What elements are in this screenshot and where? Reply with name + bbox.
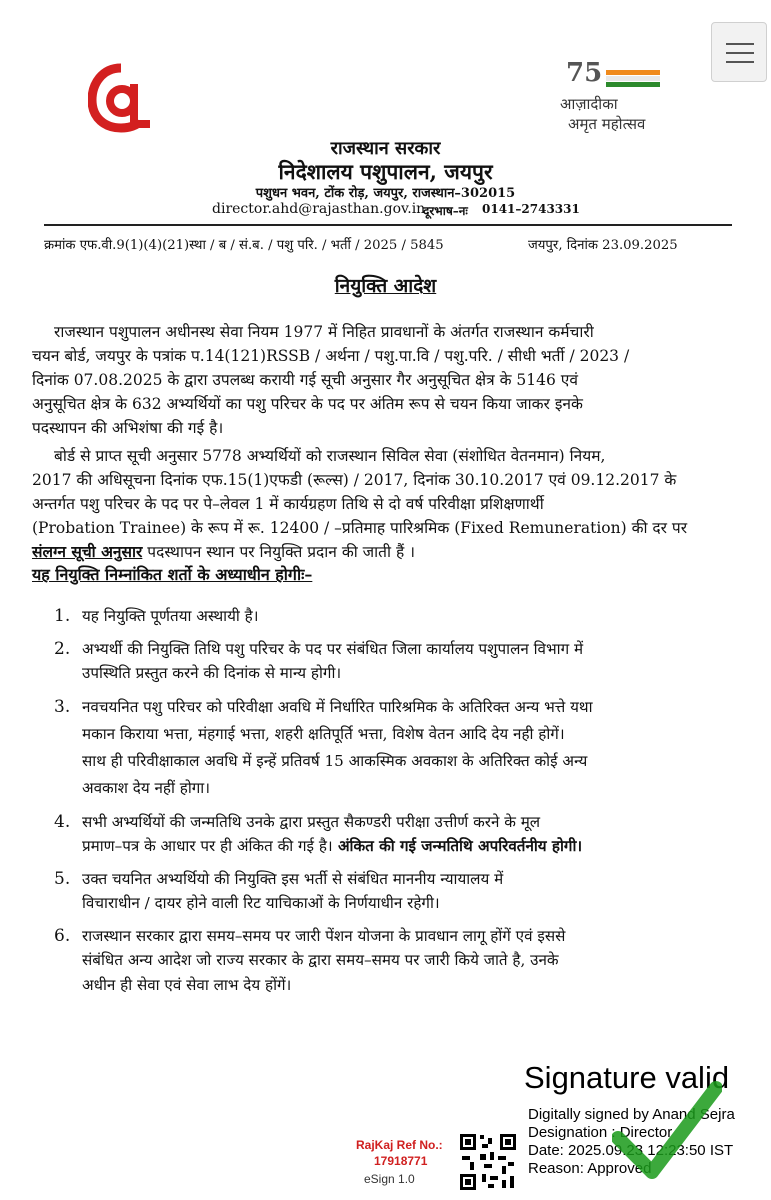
condition-line: विचाराधीन / दायर होने वाली रिट याचिकाओं के निर्णयाधीन रहेगी। bbox=[82, 894, 440, 912]
signature-status: Signature valid bbox=[524, 1060, 730, 1095]
paragraph-1-line: राजस्थान पशुपालन अधीनस्थ सेवा नियम 1977 में निहित प्रावधानों के अंतर्गत राजस्थान कर्मचारी bbox=[54, 323, 594, 341]
dept-name: निदेशालय पशुपालन, जयपुर bbox=[278, 159, 493, 184]
paragraph-1-line: दिनांक 07.08.2025 के द्वारा उपलब्ध करायी गई सूची अनुसार गैर अनुसूचित क्षेत्र के 5146 एवं bbox=[32, 371, 578, 389]
rajkaj-ref-label: RajKaj Ref No.: bbox=[356, 1138, 443, 1152]
condition-number: 4. bbox=[54, 811, 71, 832]
condition-line: संबंधित अन्य आदेश जो राज्य सरकार के द्वारा समय–समय पर जारी किये जाते है, उनके bbox=[82, 951, 559, 969]
condition-line: अवकाश देय नहीं होगा। bbox=[82, 778, 210, 797]
condition-line: नवचयनित पशु परिचर को परिवीक्षा अवधि में निर्धारित पारिश्रमिक के अतिरिक्त अन्य भत्ते यथा bbox=[82, 697, 593, 716]
flag-saffron-stripe bbox=[606, 70, 660, 75]
condition-number: 5. bbox=[54, 868, 71, 889]
reference-date: जयपुर, दिनांक 23.09.2025 bbox=[528, 238, 678, 253]
condition-item bbox=[54, 604, 734, 629]
condition-item bbox=[54, 867, 734, 916]
paragraph-1-line: पदस्थापन की अभिशंषा की गई है। bbox=[32, 419, 224, 437]
dept-address: पशुधन भवन, टोंक रोड़, जयपुर, राजस्थान–302015 bbox=[255, 186, 516, 201]
condition-line: उपस्थिति प्रस्तुत करने की दिनांक से मान्य होगी। bbox=[82, 664, 342, 682]
azadi-line2: अमृत महोत्सव bbox=[568, 115, 646, 133]
conditions-heading: यह नियुक्ति निम्नांकित शर्तो के अध्याधीन होगीः– bbox=[32, 565, 313, 584]
menu-button[interactable] bbox=[711, 22, 767, 82]
signature-date: Date: 2025.09.23 12:23:50 IST bbox=[528, 1142, 734, 1159]
condition-line: मकान किराया भत्ता, मंहगाई भत्ता, शहरी क्षतिपूर्ति भत्ता, विशेष वेतन आदि देय नही होगें। bbox=[82, 724, 565, 743]
phone-number: 0141–2743331 bbox=[482, 202, 580, 216]
condition-number: 6. bbox=[54, 925, 71, 946]
condition-item bbox=[54, 810, 734, 859]
condition-item bbox=[54, 694, 734, 802]
condition-item bbox=[54, 637, 734, 686]
paragraph-2-line: (Probation Trainee) के रूप में रू. 12400 / –प्रतिमाह पारिश्रमिक (Fixed Remuneration) की दर पर bbox=[32, 519, 688, 537]
paragraph-2-line: बोर्ड से प्राप्त सूची अनुसार 5778 अभ्यर्थियों को राजस्थान सिविल सेवा (संशोधित वेतनमान) नियम, bbox=[54, 447, 606, 465]
paragraph-2 bbox=[32, 444, 732, 564]
paragraph-1 bbox=[32, 320, 732, 440]
paragraph-1-line: चयन बोर्ड, जयपुर के पत्रांक प.14(121)RSSB / अर्थना / पशु.पा.वि / पशु.परि. / सीधी भर्ती / 2023 / bbox=[32, 347, 630, 365]
govt-name: राजस्थान सरकार bbox=[330, 138, 441, 159]
at-a-logo-icon bbox=[88, 62, 154, 134]
phone-label: दूरभाष–नः bbox=[423, 204, 468, 218]
condition-item bbox=[54, 924, 734, 998]
flag-white-stripe bbox=[606, 76, 660, 81]
conditions-list bbox=[54, 604, 734, 1005]
rajkaj-ref-number: 17918771 bbox=[374, 1154, 428, 1168]
dept-email: director.ahd@rajasthan.gov.in bbox=[212, 201, 426, 217]
flag-green-stripe bbox=[606, 82, 660, 87]
qr-code-icon bbox=[458, 1132, 518, 1192]
condition-text: प्रमाण–पत्र के आधार पर ही अंकित की गई है। bbox=[82, 837, 333, 855]
condition-line: सभी अभ्यर्थियों की जन्मतिथि उनके द्वारा प्रस्तुत सैकण्डरी परीक्षा उत्तीर्ण करने के मूल bbox=[82, 812, 541, 831]
condition-line: यह नियुक्ति पूर्णतया अस्थायी है। bbox=[82, 607, 259, 625]
signer-designation: Designation : Director bbox=[528, 1124, 673, 1141]
condition-line: अभ्यर्थी की नियुक्ति तिथि पशु परिचर के पद पर संबंधित जिला कार्यालय पशुपालन विभाग में bbox=[82, 639, 584, 658]
condition-number: 2. bbox=[54, 638, 71, 659]
paragraph-2-line: 2017 की अधिसूचना दिनांक एफ.15(1)एफडी (रूल्स) / 2017, दिनांक 30.10.2017 एवं 09.12.2017 के bbox=[32, 471, 677, 489]
attached-list-emphasis: संलग्न सूची अनुसार bbox=[32, 542, 143, 561]
esign-version: eSign 1.0 bbox=[364, 1172, 415, 1186]
header-divider bbox=[44, 224, 732, 226]
condition-number: 3. bbox=[54, 696, 71, 717]
paragraph-2-line: अन्तर्गत पशु परिचर के पद पर पे–लेवल 1 में कार्यग्रहण तिथि से दो वर्ष परिवीक्षा प्रशिक्षणार्थी bbox=[32, 495, 544, 513]
azadi-numeral: 75 bbox=[566, 58, 603, 88]
condition-line: अधीन ही सेवा एवं सेवा लाभ देय होंगें। bbox=[82, 975, 292, 994]
paragraph-1-line: अनुसूचित क्षेत्र के 632 अभ्यर्थियों का पशु परिचर के पद पर अंतिम रूप से चयन किया जाकर इनके bbox=[32, 395, 583, 413]
birthdate-emphasis: अंकित की गई जन्मतिथि अपरिवर्तनीय होगी। bbox=[332, 837, 583, 855]
azadi-line1: आज़ादीका bbox=[560, 95, 618, 113]
paragraph-2-tail: पदस्थापन स्थान पर नियुक्ति प्रदान की जाती हैं । bbox=[142, 543, 415, 561]
condition-number: 1. bbox=[54, 606, 71, 626]
green-checkmark-icon bbox=[612, 1080, 722, 1180]
paragraph-2-line bbox=[32, 540, 732, 564]
order-title: नियुक्ति आदेश bbox=[334, 275, 437, 297]
reference-number: क्रमांक एफ.वी.9(1)(4)(21)स्था / ब / सं.ब. / पशु परि. / भर्ती / 2025 / 5845 bbox=[44, 238, 444, 253]
condition-line: साथ ही परिवीक्षाकाल अवधि में इन्हें प्रतिवर्ष 15 आकस्मिक अवकाश के अतिरिक्त कोई अन्य bbox=[82, 751, 588, 770]
condition-line: राजस्थान सरकार द्वारा समय–समय पर जारी पेंशन योजना के प्रावधान लागू होंगें एवं इससे bbox=[82, 926, 566, 945]
signature-reason: Reason: Approved bbox=[528, 1160, 652, 1177]
condition-line bbox=[82, 834, 734, 859]
azadi-logo bbox=[560, 58, 670, 138]
signed-by: Digitally signed by Anand Sejra bbox=[528, 1106, 735, 1123]
condition-line: उक्त चयनित अभ्यर्थियो की नियुक्ति इस भर्ती से संबंधित माननीय न्यायालय में bbox=[82, 869, 504, 888]
